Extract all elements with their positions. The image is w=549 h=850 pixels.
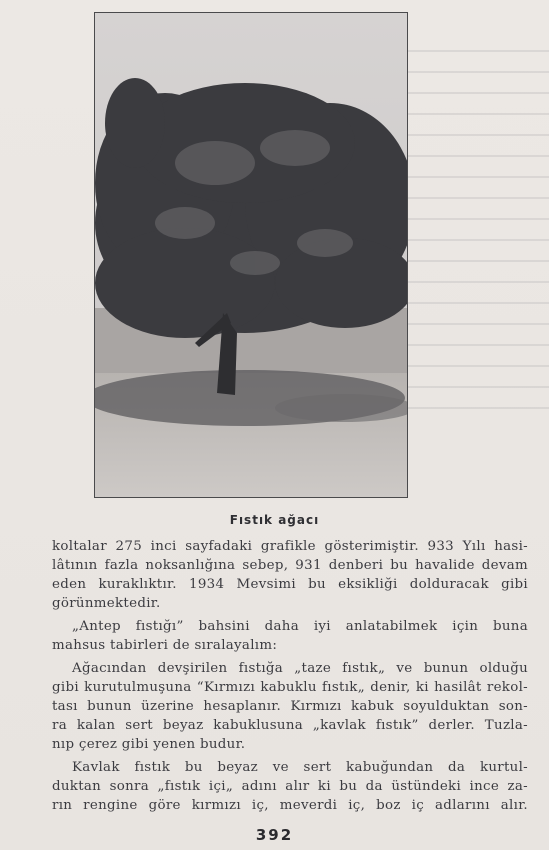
body-line: mahsus tabirleri de sıralayalım: xyxy=(52,638,278,653)
body-line: Kavlak fıstık bu beyaz ve sert kabuğundan da kurtul- xyxy=(72,760,528,775)
body-line: duktan sonra „fıstık içi„ adını alır ki bu da üstündeki ince za- xyxy=(52,779,528,794)
body-line: „Antep fıstığı” bahsini daha iyi anlatabilmek için buna xyxy=(72,619,528,634)
photo-caption: Fıstık ağacı xyxy=(229,513,320,527)
body-line: nıp çerez gibi yenen budur. xyxy=(52,737,246,752)
show-through-text xyxy=(399,40,549,420)
body-line: görünmektedir. xyxy=(52,596,161,611)
body-line: rın rengine göre kırmızı iç, meverdi iç, boz iç adlarını alır. xyxy=(52,798,528,813)
page-number: 392 xyxy=(255,826,294,844)
body-line: Ağacından devşirilen fıstığa „taze fıstık„ ve bunun olduğu xyxy=(72,661,528,676)
body-line: eden kuraklıktır. 1934 Mevsimi bu eksikliği dolduracak gibi xyxy=(52,577,528,592)
body-line: tası bunun üzerine hesaplanır. Kırmızı kabuk soyulduktan son- xyxy=(52,699,528,714)
body-line: gibi kurutulmuşuna “Kırmızı kabuklu fıstık„ denir, ki hasilât rekol- xyxy=(52,680,528,695)
body-line: ra kalan sert beyaz kabuklusuna „kavlak fıstık” derler. Tuzla- xyxy=(52,718,528,733)
body-line: lâtının fazla noksanlığına sebep, 931 denberi bu havalide devam xyxy=(52,558,528,573)
pistachio-tree-photo xyxy=(94,12,408,498)
body-line: koltalar 275 inci sayfadaki grafikle gösterimiştir. 933 Yılı hasi- xyxy=(52,539,528,554)
tree-illustration xyxy=(95,13,407,497)
